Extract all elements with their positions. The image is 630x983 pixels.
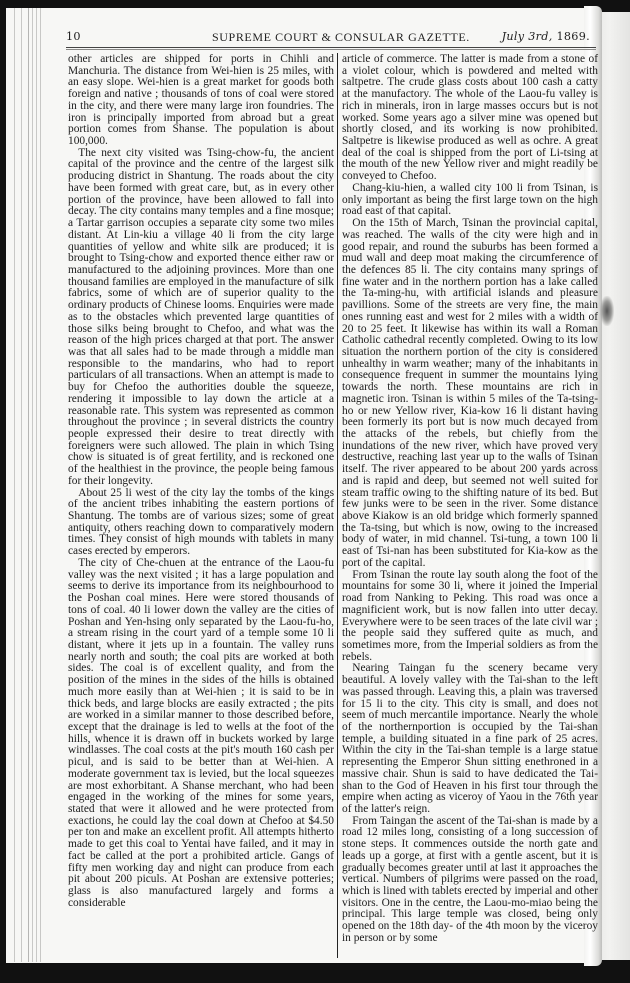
paragraph: From Taingan the ascent of the Tai-shan is made by a road 12 miles long, consisting of a long succession of stone steps. It commences outside the north gate and leads up a gorge, at first with a gentle ascent, but it is gradually becomes greater until at last it approaches the vertical. Numbers of pilgrims were passed on the road, which is lined with tablets erected by imperial and other visitors. One in the centre, the Laou-mo-miao being the principal. This large temple was closed, being only opened on the 18th day- of the 4th moon by the viceroy in person or by some xyxy=(342,814,598,944)
header-rule xyxy=(66,47,596,48)
page-number: 10 xyxy=(66,30,81,43)
page-stack-edge xyxy=(14,8,15,962)
page-stack-edge xyxy=(40,8,41,962)
page-tear-mark xyxy=(600,296,614,326)
page-stack-edge xyxy=(21,8,22,962)
paragraph: other articles are shipped for ports in Chihli and Manchuria. The distance from Wei-hien is 25 miles, with an easy slope. Wei-hien is a great market for goods both foreign and native ; thousands of tons of coal were stored in the city, and there were many large iron foundries. The iron is principally imported from abroad but a great portion comes from Shanse. The population is about 100,000. xyxy=(68,53,334,148)
issue-date xyxy=(502,30,590,43)
right-column xyxy=(342,54,598,945)
running-header xyxy=(66,30,596,46)
page-stack-edge xyxy=(32,8,33,962)
paragraph: The city of Che-chuen at the entrance of the Laou-fu valley was the next visited ; it has a large population and seems to derive its importance from its neighbourhood to the Poshan coal mines. Here were stored thousands of tons of coal. 40 li lower down the valley are the cities of Poshan and Yen-hsing only separated by the Laou-fu-ho, a stream rising in the court yard of a temple some 10 li distant, where it jets up in a fountain. The valley runs nearly north and south; the coal pits are worked at both sides. The coal is of excellent quality, and from the position of the mines in the sides of the hills is obtained much more easily than at Wei-hien ; it is said to be in thick beds, and large blocks are easily extracted ; the pits are worked in a similar manner to those described before, except that the drainage is led to wells at the foot of the hills, whence it is drawn off in buckets worked by large windlasses. The coal costs at the pit's mouth 160 cash per picul, and is said to be better than at Wei-hien. A moderate government tax is levied, but the local squeezes are most exhorbitant. A Shanse merchant, who had been engaged in the working of the mines for some years, stated that were it allowed and he were protected from exactions, he could lay the coal down at Chefoo at $4.50 per ton and make an excellent profit. All attempts hitherto made to get this coal to Yentai have failed, and it may in fact be called at the port a prohibited article. Gangs of fifty men working day and night can produce from each pit about 200 piculs. At Poshan are extensive potteries; glass is also manufactured largely and forms a considerable xyxy=(68,556,334,909)
column-divider xyxy=(337,53,338,958)
paragraph: Chang-kiu-hien, a walled city 100 li from Tsinan, is only important as being the first large town on the high road east of that capital. xyxy=(342,181,598,218)
page-stack-edge xyxy=(36,8,37,962)
paragraph: On the 15th of March, Tsinan the provincial capital, was reached. The walls of the city were high and in good repair, and round the suburbs has been formed a mud wall and deep moat making the circumference of the defences 85 li. The city contains many springs of fine water and in the northern portion has a lake called the Ta-ming-hu, with artificial islands and pleasure pavillions. Some of the streets are very fine, the main ones running east and west for 2 miles with a width of 20 to 25 feet. It likewise has within its wall a Roman Catholic cathedral recently completed. Owing to its low situation the northern portion of the city is considered unhealthy in warm weather; many of the inhabitants in consequence frequent in summer the mountains lying towards the north. These mountains are rich in magnetic iron. Tsinan is within 5 miles of the Ta-tsing-ho or new Yellow river, Kia-kow 16 li distant having been formerly its port but is now much decayed from the attacks of the rebels, but chiefly from the inundations of the new river, which have proved very destructive, reaching last year up to the walls of Tsinan itself. The river appeared to be about 200 yards across and is rapid and deep, but seemed not well suited for steam traffic owing to the shifting nature of its bed. But few junks were to be seen in the river. Some distance above Kiakow is an old bridge which formerly spanned the Ta-tsing, but which is now, owing to the increased body of water, in mid channel. Tsi-tung, a town 100 li east of Tsi-nan has been substituted for Kia-kow as the port of the capital. xyxy=(342,217,598,569)
paragraph: The next city visited was Tsing-chow-fu, the ancient capital of the province and the centre of the largest silk producing district in Shantung. The roads about the city have been formed with great care, but, as in every other portion of the province, have been allowed to fall into decay. The city contains many temples and a fine mosque; a Tartar garrison occupies a separate city some two miles distant. At Lin-kiu a village 40 li from the city large quantities of yellow and white silk are produced; it is brought to Tsing-chow and exported thence either raw or manufactured to the adjoining provinces. More than one thousand families are employed in the manufacture of silk fabrics, some of which are of superior quality to the ordinary products of Chinese looms. Enquiries were made as to the obstacles which prevented large quantities of those silks being brought to Chefoo, and what was the reason of the high prices charged at that port. The answer was that all sales had to be made through a middle man responsible to the mandarins, who had to report particulars of all transactions. When an attempt is made to buy for Chefoo the authorities double the squeeze, rendering it impossible to lay down the article at a reasonable rate. This system was represented as common throughout the province ; in several districts the country people expressed their desire to treat directly with foreigners were such allowed. The plain in which Tsing chow is situated is of great fertility, and is reckoned one of the healthiest in the province, the people being famous for their longevity. xyxy=(68,146,334,487)
left-column xyxy=(68,54,334,909)
page-stack-edge xyxy=(28,8,29,962)
header-rule-secondary xyxy=(66,49,596,50)
issue-date-year: 1869. xyxy=(552,30,590,43)
publication-title: SUPREME COURT & CONSULAR GAZETTE. xyxy=(212,30,470,44)
paragraph: About 25 li west of the city lay the tombs of the kings of the ancient tribes inhabiting the eastern portions of Shantung. The tombs are of various sizes; some of great antiquity, others reaching down to comparatively modern times. They consist of high mounds with tablets in many cases erected by emperors. xyxy=(68,486,334,558)
paragraph: From Tsinan the route lay south along the foot of the mountains for some 30 li, where it joined the Imperial road from Nanking to Peking. This road was once a magnificient work, but is now fallen into utter decay. Everywhere were to be seen traces of the late civil war ; the people said they suffered quite as much, and sometimes more, from the Imperial soldiers as from the rebels. xyxy=(342,568,598,663)
issue-date-day: July 3rd, xyxy=(501,30,553,43)
paragraph: Nearing Taingan fu the scenery became very beautiful. A lovely valley with the Tai-shan to the left was passed through. Leaving this, a plain was traversed for 15 li to the city. This city is small, and does not seem of much mercantile importance. Nearly the whole of the northernportion is occupied by the Tai-shan temple, a building situated in a fine park of 25 acres. Within the city in the Tai-shan temple is a large statue representing the Emperor Shun sitting enethroned in a massive chair. Shun is said to have dedicated the Tai-shan to the God of Heaven in his first tour through the empire when acting as viceroy of Yaou in the 76th year of the latter's reign. xyxy=(342,662,598,815)
paragraph: article of commerce. The latter is made from a stone of a violet colour, which is powdered and melted with saltpetre. The crude glass costs about 100 cash a catty at the manufactory. The whole of the Laou-fu valley is rich in minerals, iron in large masses occurs but is not worked. Some years ago a silver mine was opened but shortly closed, and its working is now prohibited. Saltpetre is likewise produced as well as ochre. A great deal of the coal is shipped from the port of Li-tsing at the mouth of the new Yellow river and might readily be conveyed to Chefoo. xyxy=(342,53,598,183)
